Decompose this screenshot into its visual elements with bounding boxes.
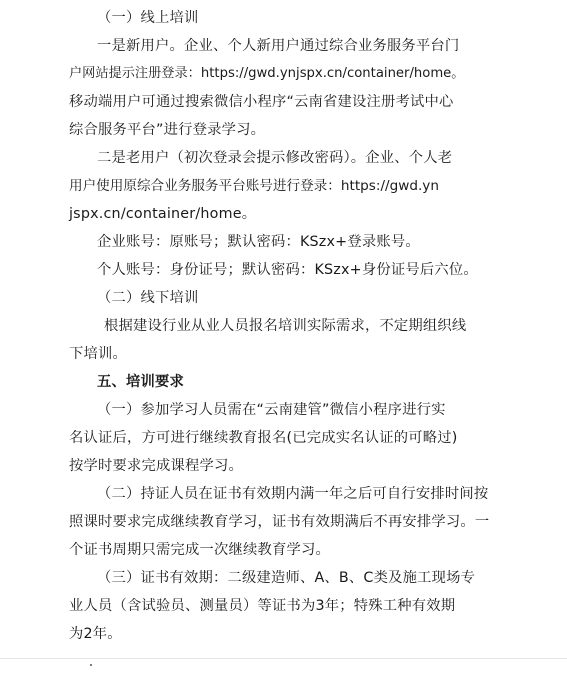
- paragraph-new-users-line-3: 移动端用户可通过搜索微信小程序“云南省建设注册考试中心: [69, 94, 454, 110]
- requirement-3-line-1: （三）证书有效期：二级建造师、A、B、C类及施工现场专: [97, 570, 476, 586]
- paragraph-offline-line-1: 根据建设行业从业人员报名培训实际需求，不定期组织线: [104, 318, 467, 334]
- paragraph-new-users-line-4: 综合服务平台”进行登录学习。: [69, 122, 266, 138]
- requirement-1-line-1: （一）参加学习人员需在“云南建管”微信小程序进行实: [97, 402, 446, 418]
- personal-account-line: 个人账号：身份证号；默认密码：KSzx+身份证号后六位。: [97, 262, 478, 278]
- paragraph-offline-line-2: 下培训。: [69, 346, 127, 362]
- requirement-1-line-3: 按学时要求完成课程学习。: [69, 458, 243, 474]
- paragraph-old-users-line-2: 用户使用原综合业务服务平台账号进行登录：https://gwd.yn: [69, 178, 439, 194]
- requirement-2-line-3: 个证书周期只需完成一次继续教育学习。: [69, 542, 330, 558]
- paragraph-old-users-line-3: jspx.cn/container/home。: [69, 206, 257, 222]
- paragraph-new-users-line-2: 户网站提示注册登录：https://gwd.ynjspx.cn/container/home。: [69, 66, 465, 81]
- heading-online-training: （一）线上培训: [97, 10, 199, 26]
- paragraph-new-users-line-1: 一是新用户。企业、个人新用户通过综合业务服务平台门: [97, 38, 460, 54]
- requirement-2-line-2: 照课时要求完成继续教育学习，证书有效期满后不再安排学习。一: [69, 514, 490, 530]
- requirement-2-line-1: （二）持证人员在证书有效期内满一年之后可自行安排时间按: [97, 486, 489, 502]
- page-dot-mark: [90, 664, 92, 666]
- paragraph-old-users-line-1: 二是老用户（初次登录会提示修改密码）。企业、个人老: [97, 150, 453, 166]
- requirement-3-line-2: 业人员（含试验员、测量员）等证书为3年；特殊工种有效期: [69, 598, 456, 614]
- section-heading-training-requirements: 五、培训要求: [97, 374, 184, 390]
- page-bottom-divider: [0, 658, 567, 659]
- enterprise-account-line: 企业账号：原账号；默认密码：KSzx+登录账号。: [97, 234, 420, 250]
- heading-offline-training: （二）线下培训: [97, 290, 199, 306]
- requirement-3-line-3: 为2年。: [69, 626, 122, 642]
- requirement-1-line-2: 名认证后，方可进行继续教育报名(已完成实名认证的可略过): [69, 430, 458, 446]
